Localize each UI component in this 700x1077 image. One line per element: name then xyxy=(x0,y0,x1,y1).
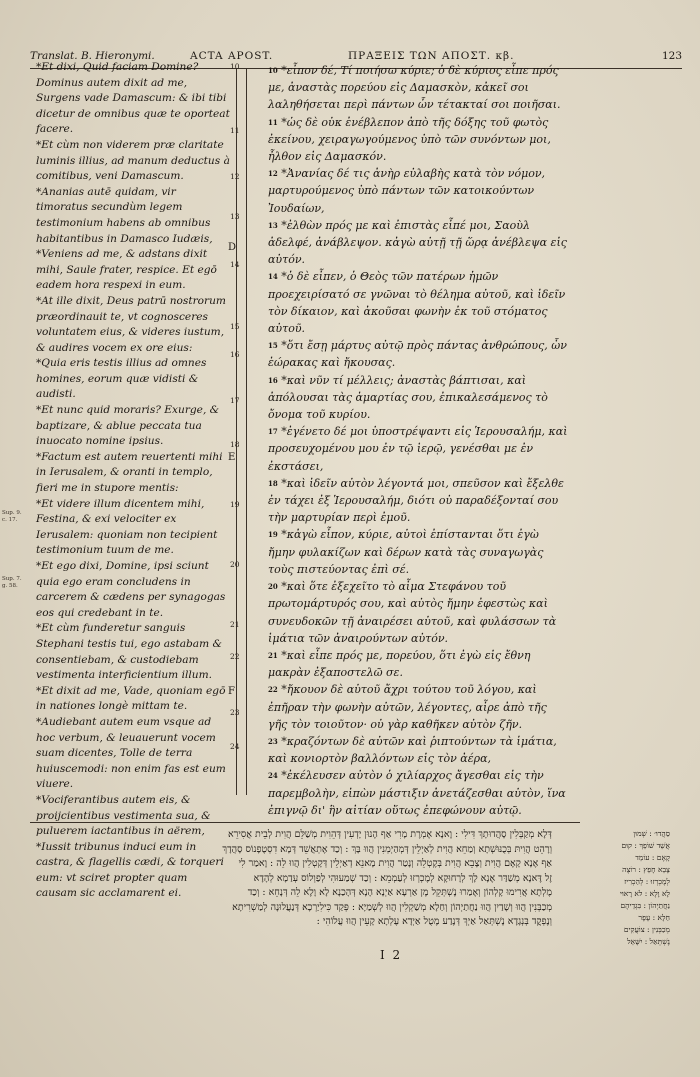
glossary-entry: נֶשְׁתְּאַל : יִשָּׁאֵל xyxy=(627,937,670,946)
verse-number: 14 xyxy=(230,260,240,269)
verse-number: 24 xyxy=(230,742,240,751)
greek-verse: $^{12}$ *Ἀνανίας δέ τις ἀνὴρ εὐλαβὴς κατὰ τὸν νόμον, μαρτυρούμενος ὑπὸ πάντων τῶν κατοικούντων Ἰουδαίων, xyxy=(268,167,546,215)
glossary-entry: אֲשֵׁד שׁוֹפֵךְ : קוּם xyxy=(621,841,670,850)
aramaic-line: וְנֶפְקֳד בְּנְגָדָא נֶשְׁתְּאַל אַיְךְ דְּנֶדַע מֶטֻל אַיְדָא עֶלְתָא קָעֵין הֲווּ עֲלוֹהִי : xyxy=(316,916,552,927)
latin-verse: *Iussit tribunus induci eum in castra, & flagellis cædi, & torqueri eum: vt sciret propter quam causam sic acclamarent ei. xyxy=(36,840,224,900)
glossary-entry: מְכַבְּנִין : צוֹעֲקִים xyxy=(623,925,670,934)
greek-verse: $^{19}$ *κἀγὼ εἶπον, κύριε, αὐτοὶ ἐπίστανται ὅτι ἐγὼ ἤμην φυλακίζων καὶ δέρων κατὰ τὰς συναγωγὰς τοὺς πιστεύοντας ἐπὶ σέ. xyxy=(268,528,544,576)
glossary-entry: צָבֵא חָפֵץ : רוֹצֶה xyxy=(622,865,670,874)
verse-number: 21 xyxy=(230,620,240,629)
latin-verse: *Factum est autem reuertenti mihi in Ierusalem, & oranti in templo, fieri me in stupore mentis: xyxy=(36,450,223,495)
aramaic-line: אַף אֶנָא קָאֶם הֲוִית וְצָבֵא הֲוִית בְּקֶטְלֵה וְנָטַר הֲוִית מָאנֵא דְאַיְלֵין דְּקָטְלִין הֲווּ לֵה : וֶאמַר לִי xyxy=(238,858,552,869)
latin-column xyxy=(36,60,230,902)
verse-number: 22 xyxy=(230,652,240,661)
header-left: Translat. B. Hieronymi. xyxy=(30,50,155,62)
latin-verse: *Vociferantibus autem eis, & proijcientibus vestimenta sua, & puluerem iactantibus in aërem, xyxy=(36,793,211,838)
aramaic-line: מֶלְתָא אֲרִימוּ קָלְהוֹן וְאֶמַרוּ נֶשְׁתְּקֵל מֶן אַרְעָא אַיְנָא הָנָא דְּהָכַנָא לָא וָלֶא לֵה דְּנָחֵא : וְכַד xyxy=(247,887,552,898)
verse-number: 19 xyxy=(230,500,240,509)
greek-verse: $^{14}$ *ὁ δὲ εἶπεν, ὁ Θεὸς τῶν πατέρων ἡμῶν προεχειρίσατό σε γνῶναι τὸ θέλημα αὐτοῦ, καὶ ἰδεῖν τὸν δίκαιον, καὶ ἀκοῦσαι φωνὴν ἐκ τοῦ στόματος αὐτοῦ. xyxy=(268,270,566,336)
glossary-entry: נַחֲתַיְהוֹן : בִּגְדֵיהֶם xyxy=(620,901,670,910)
header-greek-title: ΠΡΑΞΕΙΣ ΤΩΝ ΑΠΟΣΤ. κβ. xyxy=(348,50,515,62)
latin-verse: *Quia eris testis illius ad omnes homines, eorum quæ vidisti & audisti. xyxy=(36,357,207,401)
greek-verse: $^{20}$ *καὶ ὅτε ἐξεχεῖτο τὸ αἷμα Στεφάνου τοῦ πρωτομάρτυρός σου, καὶ αὐτὸς ἤμην ἐφεστὼς καὶ συνευδοκῶν τῇ ἀναιρέσει αὐτοῦ, καὶ φυλάσσων τὰ ἱμάτια τῶν ἀναιρούντων αὐτόν. xyxy=(268,580,557,645)
greek-verse: $^{17}$ *ἐγένετο δέ μοι ὑποστρέψαντι εἰς Ἱερουσαλήμ, καὶ προσευχομένου μου ἐν τῷ ἱερῷ, γενέσθαι με ἐν ἐκστάσει, xyxy=(268,425,568,473)
verse-number: 16 xyxy=(230,350,240,359)
aramaic-line: זֶל דֶּאנָא מְשַׁדַּר אֶנָא לָךְ לְרָחוּקָא לְמֶכְרְזוּ לְעַמְמֵא : וְכַד שְׁמַעוּהִי לְפַוְלוֹס עְדַמָא לְהָדָא xyxy=(253,872,552,884)
column-rule-right xyxy=(246,68,247,795)
verse-number: 12 xyxy=(230,172,240,181)
verse-number: 10 xyxy=(230,62,240,71)
latin-verse: *Et cùm funderetur sanguis Stephani testis tui, ego astabam & consentiebam, & custodiebam vestimenta interficientium illum. xyxy=(36,622,222,682)
latin-verse: *Et dixi, Quid faciam Domine? Dominus autem dixit ad me, Surgens vade Damascum: & ibi tibi dicetur de omnibus quæ te oporteat facere. xyxy=(36,61,230,136)
section-letter: D xyxy=(228,242,237,253)
greek-verse: $^{24}$ *ἐκέλευσεν αὐτὸν ὁ χιλίαρχος ἄγεσθαι εἰς τὴν παρεμβολὴν, εἰπὼν μάστιξιν ἀνετάζεσθαι αὐτὸν, ἵνα ἐπιγνῷ δι' ἣν αἰτίαν οὕτως ἐπεφώνουν αὐτῷ. xyxy=(268,769,566,817)
aramaic-line: דְּלָא מְקַבְּלִין סָהֲדוּתָךְ דִּילִי : וֶאנָא אֶמְרֶת מָרִי אַף הֶנוּן יָדְעִין דְּהֵוִית מְשַׁלֵּם הֲוִית לְבֵית אֲסִירֵא xyxy=(228,829,552,840)
latin-verse: *Audiebant autem eum vsque ad hoc verbum, & leuauerunt vocem suam dicentes, Tolle de terra huiuscemodi: non enim fas est eum viuere. xyxy=(36,715,226,791)
section-letter: E xyxy=(228,452,236,463)
verse-number: 17 xyxy=(230,396,240,405)
greek-verse: $^{13}$ *ἐλθὼν πρός με καὶ ἐπιστὰς εἶπέ μοι, Σαοὺλ ἀδελφέ, ἀνάβλεψον. κἀγὼ αὐτῇ τῇ ὥρᾳ ἀνέβλεψα εἰς αὐτόν. xyxy=(268,218,567,267)
marginal-glossary xyxy=(560,828,670,948)
greek-verse: $^{18}$ *καὶ ἰδεῖν αὐτὸν λέγοντά μοι, σπεῦσον καὶ ἔξελθε ἐν τάχει ἐξ Ἱερουσαλήμ, διότι οὐ παραδέξονταί σου τὴν μαρτυρίαν περὶ ἐμοῦ. xyxy=(268,476,564,525)
latin-verse: *Et nunc quid moraris? Exurge, & baptizare, & ablue peccata tua inuocato nomine ipsius. xyxy=(36,404,220,448)
aramaic-line: מְכַבְּנִין הֲווּ וְשָׁדַיִן הֲווּ נַחֲתַיְהוֹן וְחַלָא מְשַׁקְלִין הֲווּ לְשְׁמַיָא : פְּקַד כִּילִיַרְכָא דְּנַעֲלוּנָה לְמַשְׁרִיתָא xyxy=(232,901,552,913)
latin-verse: *Et dixit ad me, Vade, quoniam egō in nationes longè mittam te. xyxy=(36,684,226,713)
verse-number: 20 xyxy=(230,560,240,569)
verse-number: 18 xyxy=(230,440,240,449)
greek-verse: $^{16}$ *καὶ νῦν τί μέλλεις; ἀναστὰς βάπτισαι, καὶ ἀπόλουσαι τὰς ἁμαρτίας σου, ἐπικαλεσάμενος τὸ ὄνομα τοῦ κυρίου. xyxy=(268,373,548,422)
header-latin-title: ACTA APOST. xyxy=(190,50,274,62)
greek-verse: $^{11}$ *ὡς δὲ οὐκ ἐνέβλεπον ἀπὸ τῆς δόξης τοῦ φωτὸς ἐκείνου, χειραγωγούμενος ὑπὸ τῶν συνόντων μοι, ἦλθον εἰς Δαμασκόν. xyxy=(268,115,551,164)
greek-column xyxy=(268,62,568,819)
greek-verse: $^{15}$ *ὅτι ἔσῃ μάρτυς αὐτῷ πρὸς πάντας ἀνθρώπους, ὧν ἑώρακας καὶ ἤκουσας. xyxy=(268,339,567,370)
verse-number: 13 xyxy=(230,212,240,221)
greek-verse: $^{22}$ *ἤκουον δὲ αὐτοῦ ἄχρι τούτου τοῦ λόγου, καὶ ἐπῆραν τὴν φωνὴν αὐτῶν, λέγοντες, αἶρε ἀπὸ τῆς γῆς τὸν τοιοῦτον· οὐ γὰρ καθῆκεν αὐτὸν ζῆν. xyxy=(268,683,547,731)
greek-verse: $^{23}$ *κραζόντων δὲ αὐτῶν καὶ ῥιπτούντων τὰ ἱμάτια, καὶ κονιορτὸν βαλλόντων εἰς τὸν ἀέρα, xyxy=(268,734,557,766)
glossary-entry: לָא וָלֶא : לֹא רָאוּי xyxy=(619,889,670,898)
latin-verse: *Et cùm non viderem præ claritate luminis illius, ad manum deductus à comitibus, veni Damascum. xyxy=(36,138,230,183)
latin-verse: *Et videre illum dicentem mihi, Festina, & exi velociter ex Ierusalem: quoniam non tecipient testimonium tuum de me. xyxy=(36,497,218,557)
glossary-entry: לְמֶכְרְזוּ : לְהַכְרִיז xyxy=(624,877,670,886)
aramaic-line: וְרָהֵט הֲוִיתּ בְּכֻנּוּשְׁתָא וְמַחֵא הֲוִית לְאַיְלֵין דְּמְהַיְמְנִין הֲווּ בָּךְ : וְכַד אֶתְאֲשֵׁד דְּמָא דִסְטֶפָנוֹס סָהֲדָךְ xyxy=(222,843,552,855)
section-letter: F xyxy=(228,686,235,697)
glossary-entry: חַלָא : עָפָר xyxy=(638,913,670,922)
latin-verse: *Et ego dixi, Domine, ipsi sciunt quia ego eram concludens in carcerem & cædens per synagogas eos qui credebant in te. xyxy=(36,560,226,619)
folio-number: 123 xyxy=(661,50,682,62)
glossary-entry: סַהֲדוּ׳ : שְׁמוּן xyxy=(633,829,670,838)
greek-verse: $^{21}$ *καὶ εἶπε πρός με, πορεύου, ὅτι ἐγὼ εἰς ἔθνη μακρὰν ἐξαποστελῶ σε. xyxy=(268,648,531,680)
verse-number: 15 xyxy=(230,322,240,331)
latin-verse: *Ananias autē quidam, vir timoratus secundùm legem testimonium habens ab omnibus habitantibus in Damasco Iudæis, *Veniens ad me, & adstans dixit mihi, Saule frater, respice. Et egō eadem hora respexi in eum. xyxy=(36,185,217,292)
aramaic-text-block xyxy=(22,828,552,930)
latin-verse: *At ille dixit, Deus patrū nostrorum præordinauit te, vt cognosceres voluntatem eius, & videres iustum, & audires vocem ex ore eius: xyxy=(36,294,226,354)
lower-rule xyxy=(30,822,580,823)
signature-mark: I 2 xyxy=(380,948,403,962)
verse-number: 23 xyxy=(230,708,240,717)
verse-number: 11 xyxy=(230,126,240,135)
margin-note: Sup. 7. g. 58. xyxy=(2,576,22,589)
margin-note: Sup. 9. c. 17. xyxy=(2,510,22,523)
greek-verse: $^{10}$ *εἶπον δέ, Τί ποιήσω κύριε; ὁ δὲ κύριος εἶπε πρός με, ἀναστὰς πορεύου εἰς Δαμασκὸν, κἀκεῖ σοι λαληθήσεται περὶ πάντων ὧν τέτακταί σοι ποιῆσαι. xyxy=(268,64,561,112)
glossary-entry: קָאֶם : עוֹמֵד xyxy=(635,853,670,862)
